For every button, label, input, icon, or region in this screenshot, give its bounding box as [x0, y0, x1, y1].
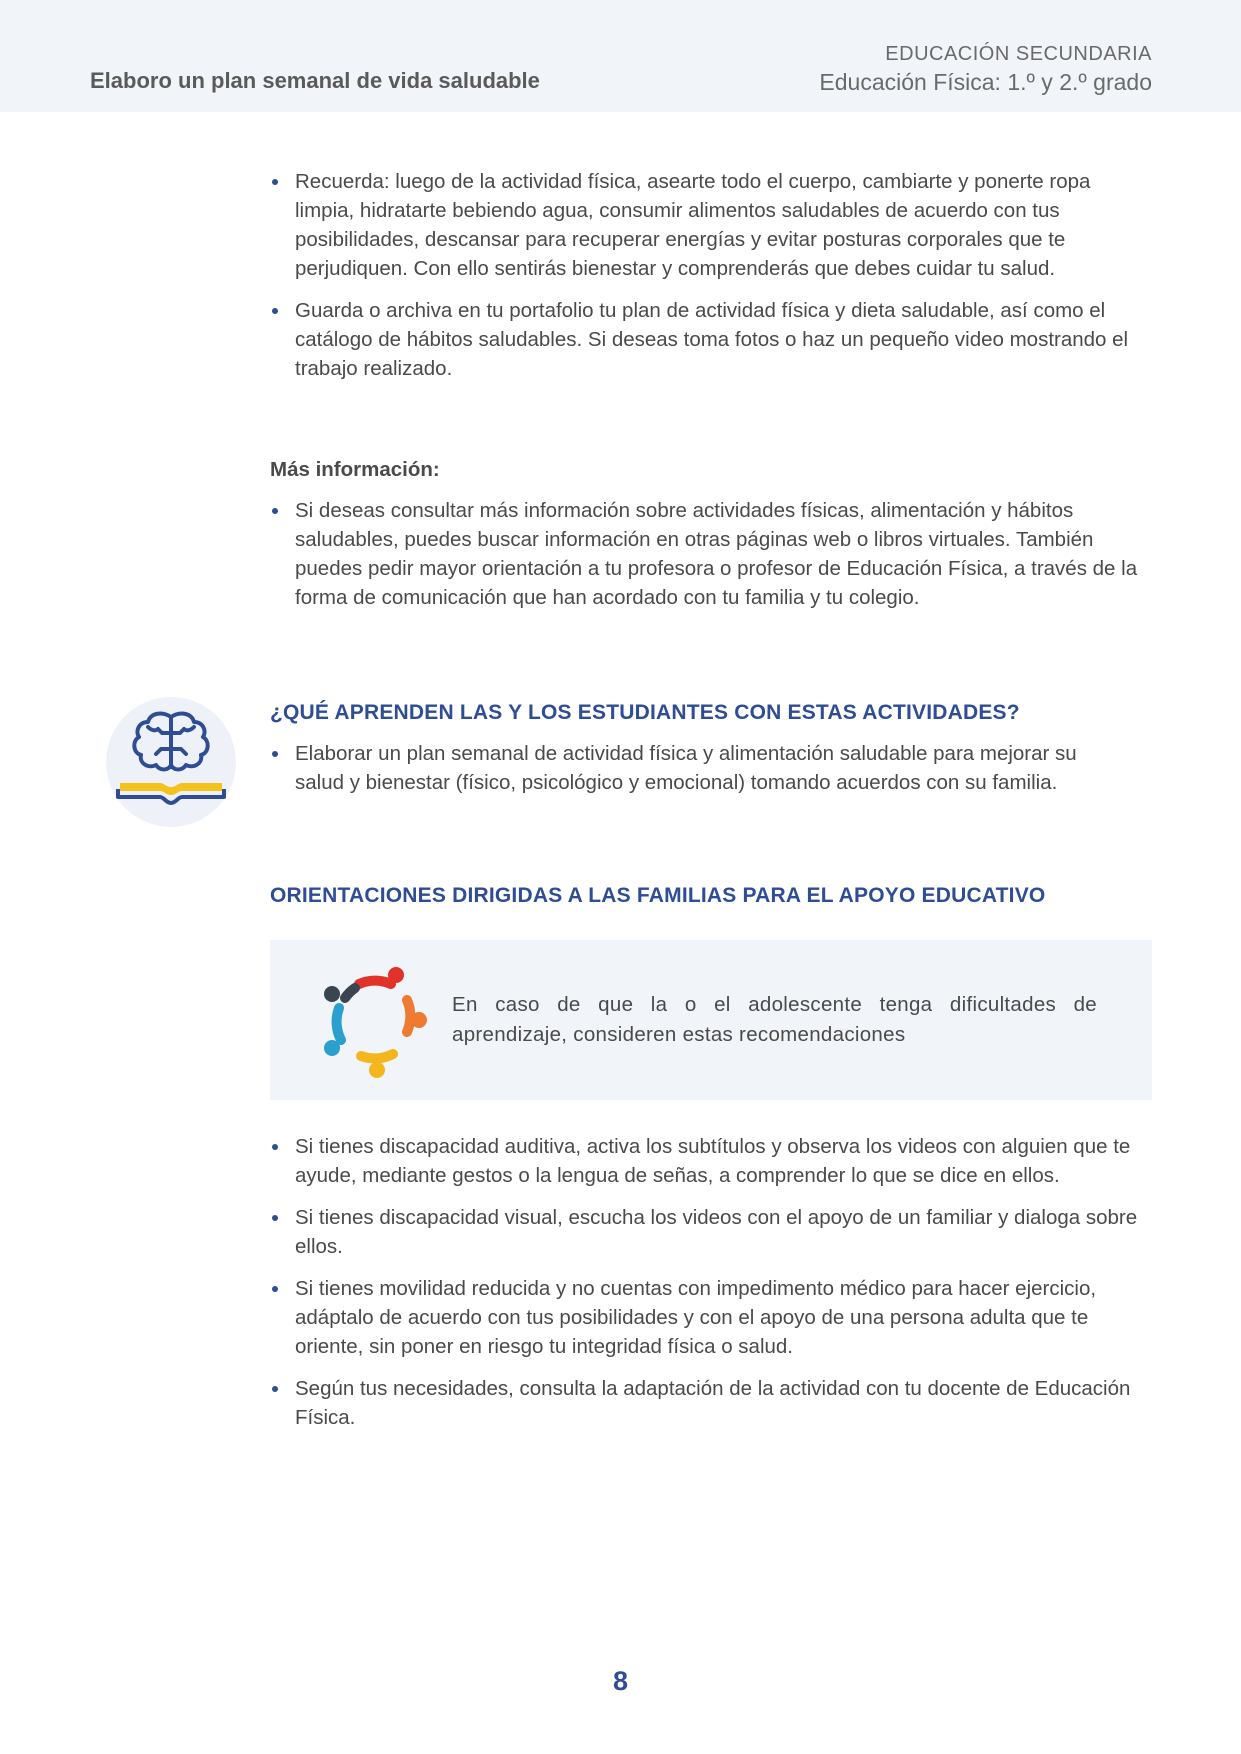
families-bullet-list	[270, 1132, 1150, 1432]
course-info	[819, 40, 1152, 96]
learning-section	[270, 698, 1150, 810]
list-item: Si tienes discapacidad auditiva, activa los subtítulos y observa los videos con alguien que te ayude, mediante gestos o la lengua de señas, a comprender lo que se dice en ellos.	[270, 1132, 1150, 1190]
more-info-section	[270, 455, 1150, 625]
brain-book-icon	[106, 697, 236, 827]
list-item: Elaborar un plan semanal de actividad física y alimentación saludable para mejorar su salud y bienestar (físico, psicológico y emocional) tomando acuerdos con su familia.	[270, 739, 1150, 797]
families-recommendations	[270, 1132, 1150, 1445]
intro-section	[270, 167, 1150, 396]
families-section-heading	[270, 881, 1150, 910]
education-level: EDUCACIÓN SECUNDARIA	[885, 43, 1152, 65]
list-item: Si tienes movilidad reducida y no cuentas con impedimento médico para hacer ejercicio, adáptalo de acuerdo con tus posibilidades y con el apoyo de una persona adulta que te oriente, sin poner en riesgo tu integridad física o salud.	[270, 1274, 1150, 1361]
intro-bullet-list	[270, 167, 1150, 383]
list-item: Si tienes discapacidad visual, escucha los videos con el apoyo de un familiar y dialoga sobre ellos.	[270, 1203, 1150, 1261]
page-number: 8	[612, 1666, 629, 1696]
list-item: Según tus necesidades, consulta la adaptación de la actividad con tu docente de Educación Física.	[270, 1374, 1150, 1432]
list-item: Guarda o archiva en tu portafolio tu plan de actividad física y dieta saludable, así como el catálogo de hábitos saludables. Si deseas toma fotos o haz un pequeño video mostrando el trabajo realizado.	[270, 296, 1150, 383]
more-info-bullet-list	[270, 496, 1150, 612]
families-title: ORIENTACIONES DIRIGIDAS A LAS FAMILIAS PARA EL APOYO EDUCATIVO	[270, 884, 1046, 907]
family-box-text: En caso de que la o el adolescente tenga dificultades de aprendizaje, consideren estas recomendaciones	[452, 993, 1097, 1046]
more-info-heading: Más información:	[270, 458, 440, 481]
subject-grade: Educación Física: 1.º y 2.º grado	[819, 69, 1152, 95]
list-item: Recuerda: luego de la actividad física, asearte todo el cuerpo, cambiarte y ponerte ropa limpia, hidratarte bebiendo agua, consumir alimentos saludables de acuerdo con tus posibilidades, descansar para recuperar energías y evitar posturas corporales que te perjudiquen. Con ello sentirás bienestar y comprenderás que debes cuidar tu salud.	[270, 167, 1150, 283]
page-header	[0, 0, 1241, 112]
list-item: Si deseas consultar más información sobre actividades físicas, alimentación y hábitos saludables, puedes buscar información en otras páginas web o libros virtuales. También puedes pedir mayor orientación a tu profesora o profesor de Educación Física, a través de la forma de comunicación que han acordado con tu familia y tu colegio.	[270, 496, 1150, 612]
learning-bullet-list	[270, 739, 1150, 797]
learning-title: ¿QUÉ APRENDEN LAS Y LOS ESTUDIANTES CON ESTAS ACTIVIDADES?	[270, 701, 1020, 724]
people-circle-icon	[315, 960, 435, 1080]
family-recommendation-box	[270, 940, 1152, 1100]
document-title: Elaboro un plan semanal de vida saludable	[90, 68, 540, 93]
